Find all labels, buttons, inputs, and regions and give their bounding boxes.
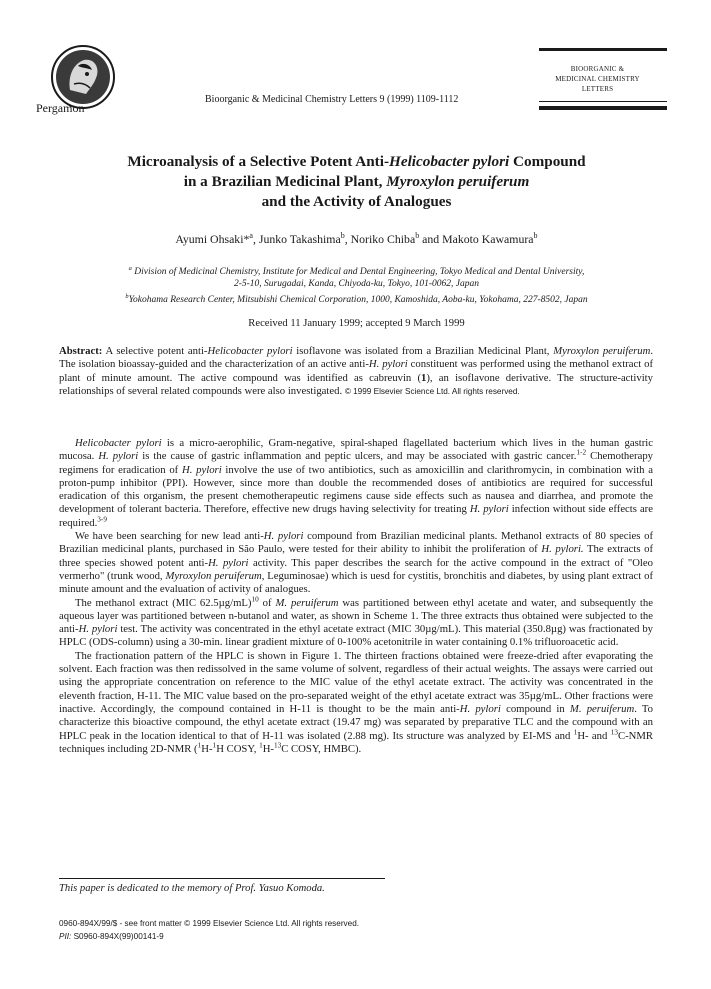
abstract-text: A selective potent anti- — [102, 345, 208, 357]
abstract-italic: H. pylori — [368, 358, 408, 371]
nmr-superscript: 1 — [259, 741, 263, 750]
pii-value: S0960-894X(99)00141-9 — [71, 932, 164, 941]
title-italic: Helicobacter pylori — [389, 153, 510, 170]
series-line: MEDICINAL CHEMISTRY — [555, 75, 640, 83]
affiliation-mark: b — [533, 231, 538, 241]
body-span: , Leguminosae) which is uesd for cystitis, bronchitis and diabetes, by using plant extract of minute amount and the evaluation of activity of analogues. — [59, 569, 654, 596]
affiliation-mark: a — [128, 264, 132, 272]
body-span: of — [258, 596, 276, 609]
body-span: The methanol extract (MIC 62.5µg/mL) — [75, 596, 252, 609]
series-line: LETTERS — [581, 85, 614, 93]
pii-line — [59, 930, 359, 943]
series-line: BIOORGANIC & — [570, 65, 625, 73]
affiliation-text: 2-5-10, Surugadai, Kanda, Chiyoda-ku, Tokyo, 101-0062, Japan — [233, 279, 480, 289]
nmr-superscript: 13 — [610, 727, 618, 736]
body-span: test. The activity was concentrated in the ethyl acetate extract (MIC 30µg/mL). This material (350.8µg) was fractionated by HPLC (ODS-column) using a 30-min. linear gradient mixture of 0-100% acetonitrile in water containing 0.1% trifluoroacetic acid. — [59, 623, 654, 649]
body-span: H COSY, — [216, 742, 260, 755]
front-matter-footer — [59, 917, 359, 943]
italic-text: H. pylori — [98, 450, 139, 463]
italic-text: H. pylori — [263, 530, 304, 543]
italic-text: H. pylori — [78, 623, 118, 636]
italic-text: H. pylori — [208, 556, 249, 569]
title-text: Microanalysis of a Selective Potent Anti- — [127, 153, 390, 170]
title-text: and the Activity of Analogues — [261, 193, 452, 210]
title-text: in a Brazilian Medicinal Plant, — [183, 173, 387, 190]
body-span: infection without side effects are required. — [59, 503, 653, 529]
copyright-line: 0960-894X/99/$ - see front matter © 1999 Elsevier Science Ltd. All rights reserved. — [59, 919, 360, 928]
affiliation-text: Division of Medicinal Chemistry, Institute for Medical and Dental Engineering, Tokyo Medical and Dental University, — [131, 267, 585, 277]
publisher-name: Pergamon — [36, 101, 85, 115]
body-span: H- — [262, 742, 274, 755]
italic-text: M. peruiferum — [569, 702, 635, 715]
body-span: Chemotherapy regimens for eradication of — [59, 450, 654, 476]
header-rule-thin — [539, 101, 667, 102]
body-span: activity. This paper describes the search for the active compound in the extract of "Oleo vermerho" (trunk wood, — [59, 556, 653, 582]
italic-text: M. peruiferum — [275, 596, 339, 609]
italic-text: Helicobacter pylori — [75, 437, 162, 449]
affiliation-mark: b — [340, 231, 345, 241]
dedication-rule — [59, 878, 385, 879]
abstract-italic: Helicobacter pylori — [207, 345, 293, 357]
body-span: . To characterize this bioactive compound, the ethyl acetate extract (19.47 mg) was separated by preparative TLC and the compound with an HPLC peak in the location identical to that of H-11 was isolated (2.88 mg). Its structure was analyzed by EI-MS and — [59, 702, 654, 742]
abstract-copyright: © 1999 Elsevier Science Ltd. All rights reserved. — [344, 386, 520, 396]
body-span: The fractionation pattern of the HPLC is shown in Figure 1. The thirteen fractions obtained were freeze-dried after evaporating the solvent. Each fraction was then redissolved in the same volume of solvent, regardless of their actual weights. The assays were carried out using the appropriate concentration on reference to the MIC value of the ethyl acetate extract. The activity was concentrated in the eleventh fraction, H-11. The MIC value based on the pro-separated weight of the ethyl acetate extract was 35µg/mL. Other fractions were inactive. Accordingly, the compound contained in H-11 is thought to be the main anti- — [59, 649, 653, 715]
reference-mark: 3-9 — [97, 515, 107, 524]
body-span: The extracts of three species showed potent anti- — [59, 543, 654, 569]
italic-text: H. pylori — [459, 702, 501, 715]
nmr-superscript: 1 — [573, 727, 578, 736]
body-span: H- — [201, 742, 213, 755]
abstract-italic: Myroxylon peruiferum — [553, 345, 651, 357]
paragraph — [59, 650, 653, 756]
affiliation-mark: b — [125, 292, 129, 300]
abstract-text: constituent was performed using the methanol extract of plant of minute amount. The active compound was identified as cabreuvin ( — [59, 358, 654, 384]
body-span: is the cause of gastric inflammation and peptic ulcers, and may be associated with gastric cancer. — [138, 450, 577, 463]
article-title — [60, 152, 653, 212]
abstract-text: isoflavone was isolated from a Brazilian Medicinal Plant, — [292, 345, 554, 357]
affiliation-mark: a — [249, 231, 253, 241]
author-list — [60, 232, 653, 247]
body-span: involve the use of two antibiotics, such as amoxicillin and clarithromycin, in combination with a proton-pump inhibitor (PPI). However, since more than double the recommended doses of antibiotics are required for successful eradication of this organism, the present chemotherapeutic regimens cause side effects such as nausea and diarrhea, and promote the development of tolerant bacteria. Therefore, effective new drugs having selectivity for treating — [59, 463, 654, 516]
affiliation-mark: b — [415, 231, 420, 241]
reference-mark: 1-2 — [576, 448, 587, 457]
header-rule-top — [539, 48, 667, 51]
body-span: compound from Brazilian medicinal plants. Methanol extracts of 80 species of Brazilian medicinal plants, purchased in São Paulo, were tested for their ability to inhibit the proliferation of — [59, 530, 654, 556]
body-span: We have been searching for new lead anti- — [75, 530, 264, 543]
body-span: was partitioned between ethyl acetate and water, and subsequently the aqueous layer was partitioned between n-butanol and water, as shown in Scheme 1. The three extracts thus obtained were subjected to the anti- — [59, 596, 653, 636]
nmr-superscript: 1 — [212, 741, 217, 750]
body-span: C-NMR techniques including 2D-NMR ( — [59, 729, 653, 755]
body-span: compound in — [500, 702, 570, 715]
author-name: , Junko Takashima — [252, 232, 341, 246]
italic-text: H. pylori — [182, 463, 222, 476]
reference-mark: 10 — [251, 595, 259, 603]
journal-series-box — [530, 64, 665, 94]
compound-number: 1 — [421, 371, 427, 384]
dedication-note: This paper is dedicated to the memory of Prof. Yasuo Komoda. — [59, 883, 325, 894]
pii-label: PII: — [59, 932, 72, 941]
abstract-label: Abstract: — [59, 345, 103, 357]
title-italic: Myroxylon peruiferum — [386, 173, 530, 190]
title-text: Compound — [509, 153, 586, 170]
author-name: and Makoto Kawamura — [419, 232, 534, 246]
nmr-superscript: 1 — [197, 741, 202, 750]
nmr-superscript: 13 — [273, 741, 282, 750]
italic-text: Myroxylon peruiferum — [165, 569, 262, 582]
author-name: , Noriko Chiba — [344, 232, 416, 246]
body-span: C COSY, HMBC). — [281, 742, 362, 755]
affiliation-a — [70, 266, 643, 290]
affiliation-b — [70, 294, 643, 306]
abstract-text: ), an isoflavone derivative. The structure-activity relationships of several related compounds were also investigated. — [59, 371, 653, 397]
paragraph — [59, 597, 653, 650]
author-name: Ayumi Ohsaki* — [175, 232, 250, 246]
affiliation-text: Yokohama Research Center, Mitsubishi Chemical Corporation, 1000, Kamoshida, Aoba-ku, Yokohama, 227-8502, Japan — [128, 295, 588, 305]
abstract — [59, 345, 653, 398]
header-rule-thick — [539, 106, 667, 110]
journal-citation: Bioorganic & Medicinal Chemistry Letters 9 (1999) 1109-1112 — [205, 94, 459, 105]
italic-text: H. pylori. — [541, 543, 584, 556]
italic-text: H. pylori — [469, 503, 509, 516]
body-text — [59, 437, 653, 756]
paragraph — [59, 437, 653, 530]
received-dates: Received 11 January 1999; accepted 9 March 1999 — [248, 318, 465, 329]
paragraph — [59, 530, 653, 596]
body-span: H- and — [577, 729, 611, 742]
abstract-text: . The isolation bioassay-guided and the characterization of an active anti- — [59, 345, 653, 371]
body-span: is a micro-aerophilic, Gram-negative, spiral-shaped flagellated bacterium which lives in the human gastric mucosa. — [59, 437, 653, 463]
